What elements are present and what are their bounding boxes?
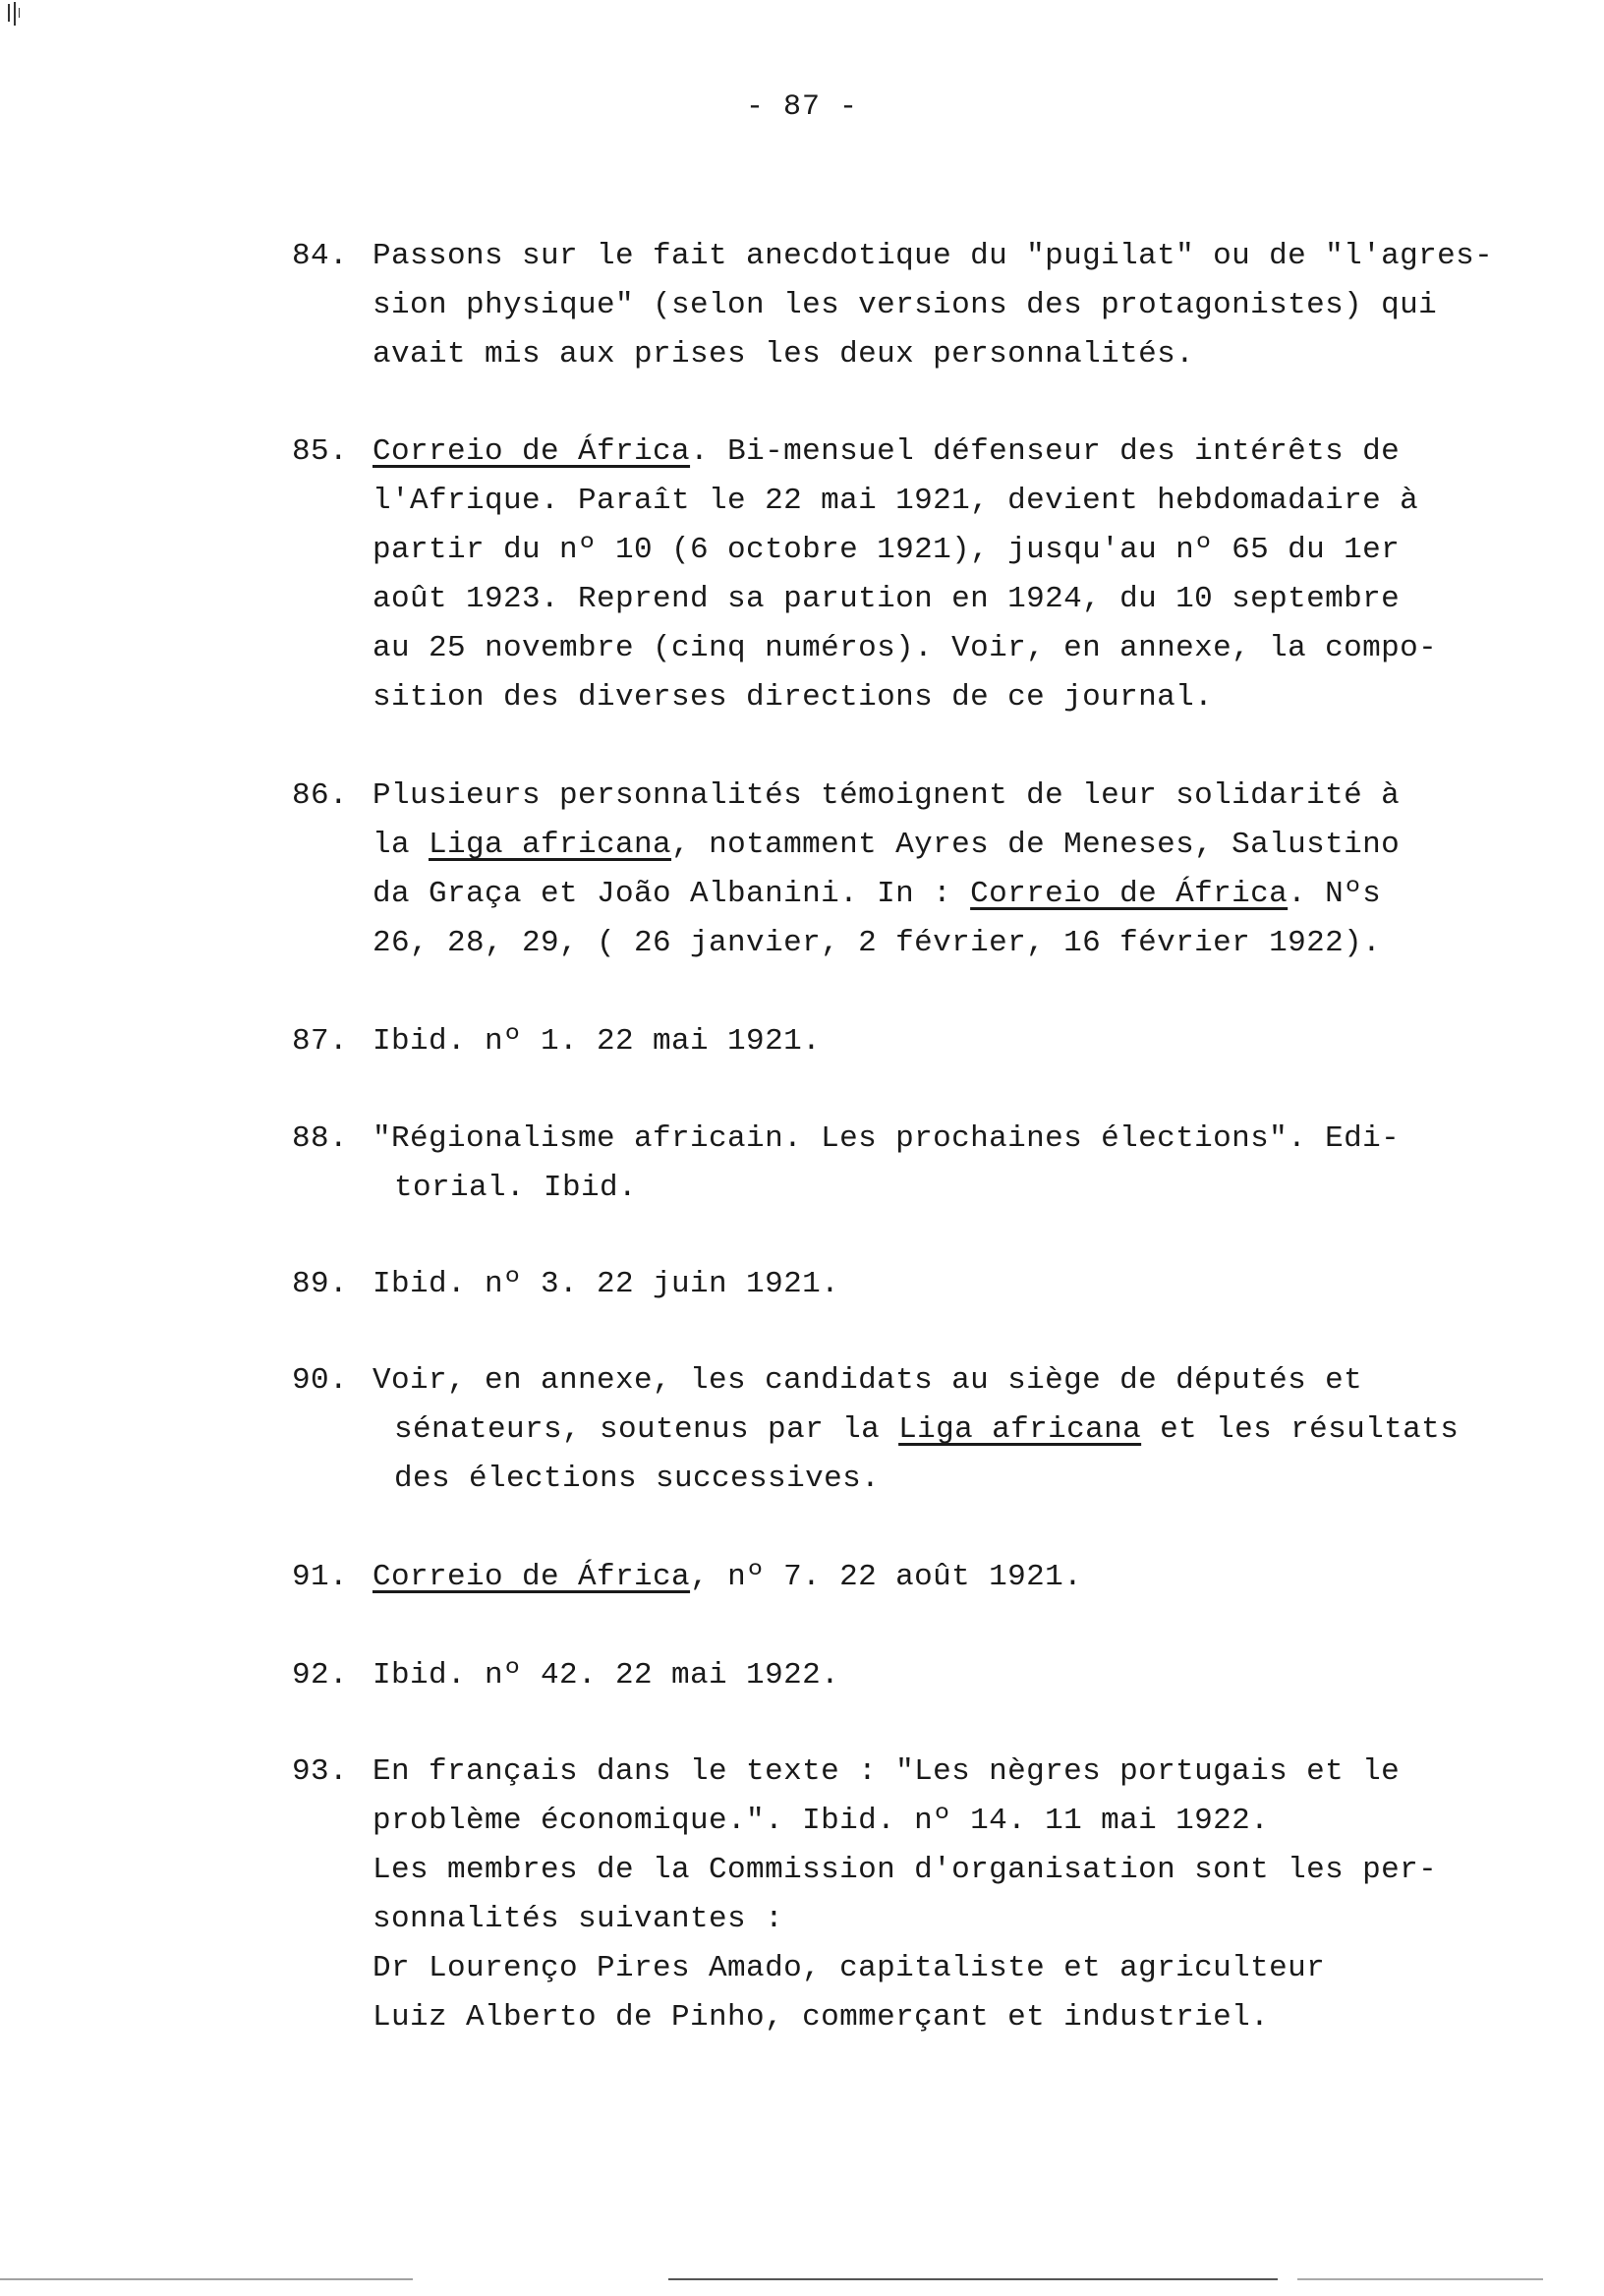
journal-title-correio-de-africa: Correio de África — [372, 434, 691, 469]
text-run: la — [372, 828, 430, 862]
footnote-number: 84. — [292, 239, 349, 273]
footnote-line — [372, 1846, 1589, 1895]
text-run: Passons sur le fait anecdotique du "pugilat" ou de "l'agres- — [372, 239, 1494, 273]
footnote-line — [372, 428, 1589, 477]
text-run: l'Afrique. Paraît le 22 mai 1921, devient hebdomadaire à — [372, 484, 1419, 518]
footnote-line — [372, 919, 1589, 968]
text-run: . Nºs — [1288, 877, 1382, 911]
text-run: sition des diverses directions de ce journal. — [372, 680, 1214, 715]
footnote-93 — [292, 1748, 1589, 2042]
footnote-number: 90. — [292, 1363, 349, 1398]
footnote-body — [372, 1356, 1589, 1504]
text-run: Dr Lourenço Pires Amado, capitaliste et agriculteur — [372, 1951, 1326, 1985]
journal-title-correio-de-africa: Correio de África — [372, 1560, 691, 1594]
footnote-body — [372, 772, 1589, 968]
text-run: Plusieurs personnalités témoignent de leur solidarité à — [372, 778, 1401, 813]
footnote-line — [372, 1748, 1589, 1797]
footnote-body — [372, 1553, 1589, 1602]
text-run: da Graça et João Albanini. In : — [372, 877, 971, 911]
footnote-line — [372, 673, 1589, 722]
footnote-92 — [292, 1651, 1589, 1700]
organisation-name-liga-africana: Liga africana — [898, 1412, 1142, 1447]
footnote-line — [372, 1406, 1589, 1455]
footnote-body — [372, 1115, 1589, 1213]
footnote-86 — [292, 772, 1589, 968]
footnote-line — [372, 232, 1589, 281]
footnote-number: 92. — [292, 1658, 349, 1693]
text-run: Voir, en annexe, les candidats au siège de députés et — [372, 1363, 1363, 1398]
text-run: sion physique" (selon les versions des protagonistes) qui — [372, 288, 1438, 322]
footnote-line — [372, 772, 1589, 821]
footnote-88 — [292, 1115, 1589, 1213]
footnote-line — [372, 1356, 1589, 1406]
text-run: avait mis aux prises les deux personnalités. — [372, 337, 1195, 372]
footnote-line — [372, 1651, 1589, 1700]
text-run: et les résultats — [1141, 1412, 1460, 1447]
text-run: . Bi-mensuel défenseur des intérêts de — [690, 434, 1401, 469]
footnote-line — [372, 1944, 1589, 1993]
footnote-line — [372, 1260, 1589, 1309]
text-run: sénateurs, soutenus par la — [394, 1412, 899, 1447]
footnote-body — [372, 1748, 1589, 2042]
footnote-line — [372, 526, 1589, 575]
text-run: Ibid. nº 42. 22 mai 1922. — [372, 1658, 840, 1693]
text-run: En français dans le texte : "Les nègres portugais et le — [372, 1754, 1401, 1789]
footnote-84 — [292, 232, 1589, 379]
page-number: - 87 - — [745, 90, 859, 124]
footnote-number: 85. — [292, 434, 349, 469]
footnote-number: 88. — [292, 1121, 349, 1156]
footnote-89 — [292, 1260, 1589, 1309]
footnote-line — [372, 1455, 1589, 1504]
footnote-line — [372, 477, 1589, 526]
organisation-name-liga-africana: Liga africana — [429, 828, 672, 862]
footnote-number: 89. — [292, 1267, 349, 1301]
footnote-line — [372, 1993, 1589, 2042]
text-run: torial. Ibid. — [394, 1171, 638, 1205]
footnote-body — [372, 232, 1589, 379]
footnote-number: 91. — [292, 1560, 349, 1594]
text-run: , nº 7. 22 août 1921. — [690, 1560, 1083, 1594]
footnote-line — [372, 624, 1589, 673]
footnote-line — [372, 821, 1589, 870]
text-run: Les membres de la Commission d'organisation sont les per- — [372, 1853, 1438, 1887]
footnote-line — [372, 575, 1589, 624]
footnote-90 — [292, 1356, 1589, 1504]
footnote-body — [372, 1651, 1589, 1700]
text-run: août 1923. Reprend sa parution en 1924, du 10 septembre — [372, 582, 1401, 616]
footnote-body — [372, 1017, 1589, 1066]
footnote-line — [372, 1115, 1589, 1164]
text-run: "Régionalisme africain. Les prochaines élections". Edi- — [372, 1121, 1401, 1156]
footnote-line — [372, 330, 1589, 379]
text-run: , notamment Ayres de Meneses, Salustino — [671, 828, 1401, 862]
text-run: sonnalités suivantes : — [372, 1902, 784, 1936]
journal-title-correio-de-africa: Correio de África — [970, 877, 1289, 911]
footnote-85 — [292, 428, 1589, 722]
footnote-line — [372, 1797, 1589, 1846]
text-run: Ibid. nº 1. 22 mai 1921. — [372, 1024, 822, 1059]
text-run: Ibid. nº 3. 22 juin 1921. — [372, 1267, 840, 1301]
text-run: problème économique.". Ibid. nº 14. 11 mai 1922. — [372, 1804, 1270, 1838]
footnote-number: 86. — [292, 778, 349, 813]
footnote-number: 87. — [292, 1024, 349, 1059]
footnote-body — [372, 1260, 1589, 1309]
footnote-line — [372, 1895, 1589, 1944]
footnote-line — [372, 1553, 1589, 1602]
footnote-line — [372, 1017, 1589, 1066]
footnote-body — [372, 428, 1589, 722]
footnote-87 — [292, 1017, 1589, 1066]
footnote-line — [372, 281, 1589, 330]
text-run: des élections successives. — [394, 1462, 881, 1496]
footnote-91 — [292, 1553, 1589, 1602]
footnote-line — [372, 1164, 1589, 1213]
text-run: 26, 28, 29, ( 26 janvier, 2 février, 16 février 1922). — [372, 926, 1382, 960]
text-run: partir du nº 10 (6 octobre 1921), jusqu'au nº 65 du 1er — [372, 533, 1401, 567]
text-run: au 25 novembre (cinq numéros). Voir, en annexe, la compo- — [372, 631, 1438, 665]
footnote-line — [372, 870, 1589, 919]
footnote-number: 93. — [292, 1754, 349, 1789]
text-run: Luiz Alberto de Pinho, commerçant et industriel. — [372, 2000, 1270, 2035]
